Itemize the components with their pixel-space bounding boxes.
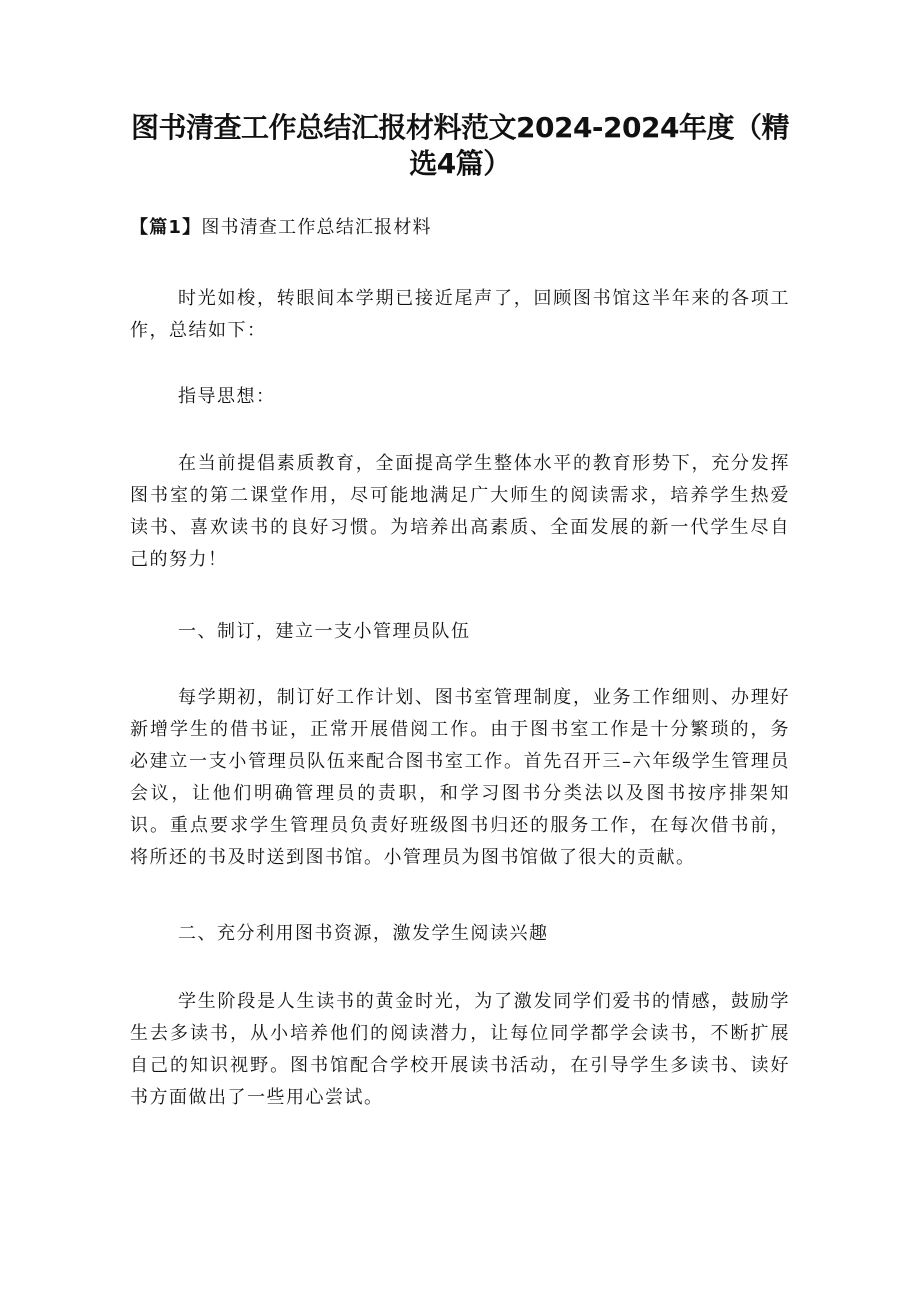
paragraph-guiding-heading: 指导思想： (178, 386, 276, 407)
paragraph-guiding-body: 在当前提倡素质教育，全面提高学生整体水平的教育形势下，充分发挥图书室的第二课堂作用，尽可能地满足广大师生的阅读需求，培养学生热爱读书、喜欢读书的良好习惯。为培养出高素质、全面发展的新一代学生尽自己的努力！ (130, 453, 790, 570)
heading-section-two: 二、充分利用图书资源，激发学生阅读兴趣 (178, 923, 549, 944)
section-label: 【篇1】 (130, 217, 202, 238)
document-title: 图书清查工作总结汇报材料范文2024-2024年度（精选4篇） (131, 111, 789, 180)
paragraph-section-one: 每学期初，制订好工作计划、图书室管理制度，业务工作细则、办理好新增学生的借书证，正常开展借阅工作。由于图书室工作是十分繁琐的，务必建立一支小管理员队伍来配合图书室工作。首先召开三–六年级学生管理员会议，让他们明确管理员的责职，和学习图书分类法以及图书按序排架知识。重点要求学生管理员负责好班级图书归还的服务工作，在每次借书前，将所还的书及时送到图书馆。小管理员为图书馆做了很大的贡献。 (130, 687, 790, 868)
section-header (130, 212, 432, 244)
paragraph-intro: 时光如梭，转眼间本学期已接近尾声了，回顾图书馆这半年来的各项工作，总结如下： (130, 288, 790, 341)
paragraph-section-two: 学生阶段是人生读书的黄金时光，为了激发同学们爱书的情感，鼓励学生去多读书，从小培养他们的阅读潜力，让每位同学都学会读书，不断扩展自己的知识视野。图书馆配合学校开展读书活动，在引导学生多读书、读好书方面做出了一些用心尝试。 (130, 991, 790, 1108)
heading-section-one: 一、制订，建立一支小管理员队伍 (178, 621, 471, 642)
section-title: 图书清查工作总结汇报材料 (201, 217, 432, 238)
